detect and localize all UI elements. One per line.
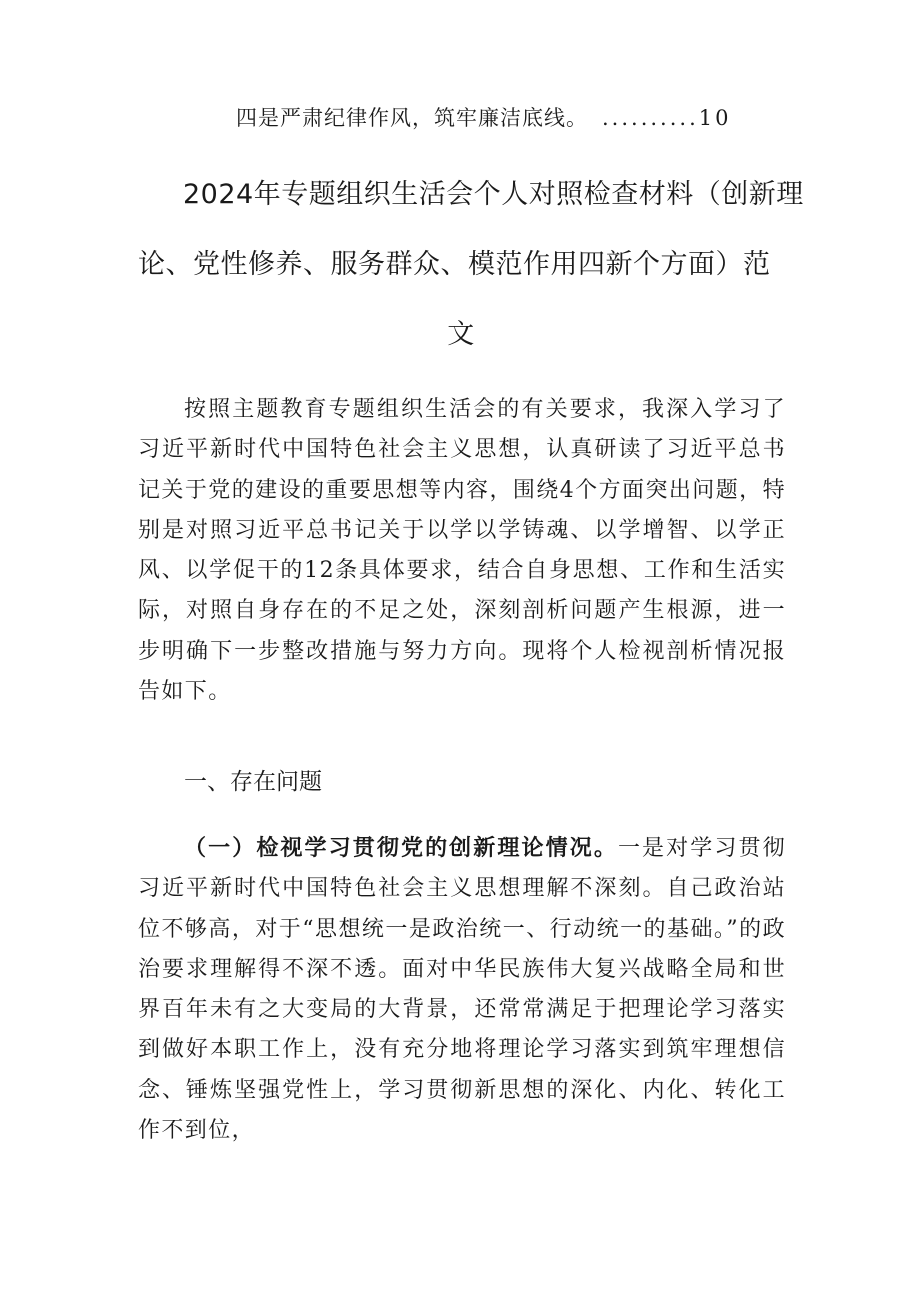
title-line-2: 论、党性修养、服务群众、模范作用四新个方面）范 (138, 249, 771, 280)
title-line-3: 文 (447, 319, 475, 350)
toc-page-number: 10 (698, 106, 732, 130)
title-line-1: 2024年专题组织生活会个人对照检查材料（创新理 (183, 179, 804, 210)
document-title (138, 160, 804, 370)
subsection-text: 一是对学习贯彻习近平新时代中国特色社会主义思想理解不深刻。自己政治站位不够高，对于“思想统一是政治统一、行动统一的基础。”的政治要求理解得不深不透。面对中华民族伟大复兴战略全局和世界百年未有之大变局的大背景，还常常满足于把理论学习落实到做好本职工作上，没有充分地将理论学习落实到筑牢理想信念、锤炼坚强党性上，学习贯彻新思想的深化、内化、转化工作不到位， (138, 836, 786, 1144)
toc-entry[interactable] (236, 100, 776, 136)
subsection-heading: （一）检视学习贯彻党的创新理论情况。 (184, 835, 618, 861)
intro-paragraph: 按照主题教育专题组织生活会的有关要求，我深入学习了习近平新时代中国特色社会主义思想，认真研读了习近平总书记关于党的建设的重要思想等内容，围绕4个方面突出问题，特别是对照习近平总书记关于以学以学铸魂、以学增智、以学正风、以学促干的12条具体要求，结合自身思想、工作和生活实际，对照自身存在的不足之处，深刻剖析问题产生根源，进一步明确下一步整改措施与努力方向。现将个人检视剖析情况报告如下。 (138, 397, 786, 705)
subsection-paragraph (138, 828, 786, 1151)
toc-entry-text: 四是严肃纪律作风，筑牢廉洁底线。 (236, 106, 588, 130)
toc-leader-dots: .......... (602, 106, 699, 130)
section-heading: 一、存在问题 (184, 769, 322, 795)
